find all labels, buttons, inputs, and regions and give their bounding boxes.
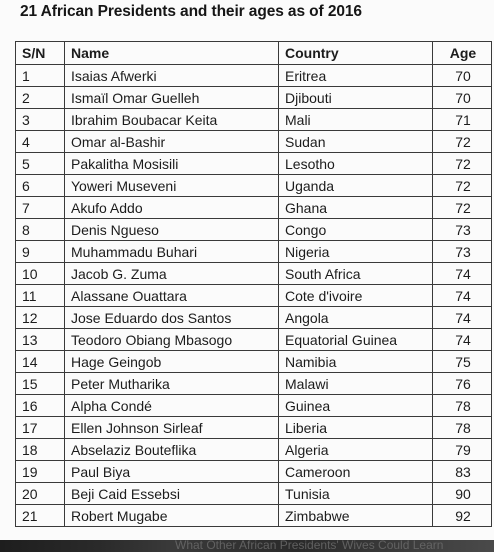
cell-sn: 21	[16, 505, 65, 527]
cell-country: Cameroon	[279, 461, 433, 483]
table-row	[16, 131, 492, 153]
cell-country: Nigeria	[279, 241, 433, 263]
cell-country: Lesotho	[279, 153, 433, 175]
cell-country: Zimbabwe	[279, 505, 433, 527]
cell-sn: 15	[16, 373, 65, 395]
table-row	[16, 417, 492, 439]
cell-country: Uganda	[279, 175, 433, 197]
header-age: Age	[433, 42, 492, 65]
cell-name: Muhammadu Buhari	[65, 241, 279, 263]
cell-name: Peter Mutharika	[65, 373, 279, 395]
cell-country: Malawi	[279, 373, 433, 395]
cell-name: Alassane Ouattara	[65, 285, 279, 307]
cell-sn: 20	[16, 483, 65, 505]
table-row	[16, 395, 492, 417]
overlay-banner	[0, 540, 494, 552]
table-row	[16, 461, 492, 483]
cell-sn: 9	[16, 241, 65, 263]
cell-name: Abselaziz Bouteflika	[65, 439, 279, 461]
cell-country: Tunisia	[279, 483, 433, 505]
cell-name: Teodoro Obiang Mbasogo	[65, 329, 279, 351]
cell-name: Jose Eduardo dos Santos	[65, 307, 279, 329]
cell-country: Guinea	[279, 395, 433, 417]
table-row	[16, 351, 492, 373]
cell-age: 71	[433, 109, 492, 131]
cell-sn: 19	[16, 461, 65, 483]
cell-sn: 6	[16, 175, 65, 197]
cell-age: 70	[433, 87, 492, 109]
cell-age: 78	[433, 395, 492, 417]
cell-age: 92	[433, 505, 492, 527]
presidents-table	[15, 41, 492, 527]
cell-name: Alpha Condé	[65, 395, 279, 417]
cell-sn: 12	[16, 307, 65, 329]
table-header-row	[16, 42, 492, 65]
cell-sn: 18	[16, 439, 65, 461]
cell-name: Ellen Johnson Sirleaf	[65, 417, 279, 439]
cell-age: 72	[433, 197, 492, 219]
cell-sn: 13	[16, 329, 65, 351]
cell-age: 79	[433, 439, 492, 461]
overlay-text: What Other African Presidents' Wives Could Learn	[175, 540, 444, 552]
cell-name: Akufo Addo	[65, 197, 279, 219]
cell-age: 74	[433, 263, 492, 285]
cell-age: 72	[433, 131, 492, 153]
cell-name: Hage Geingob	[65, 351, 279, 373]
table-row	[16, 109, 492, 131]
table-row	[16, 65, 492, 87]
cell-age: 76	[433, 373, 492, 395]
cell-sn: 5	[16, 153, 65, 175]
table-row	[16, 439, 492, 461]
table-row	[16, 329, 492, 351]
cell-sn: 7	[16, 197, 65, 219]
cell-name: Yoweri Museveni	[65, 175, 279, 197]
cell-sn: 4	[16, 131, 65, 153]
cell-age: 74	[433, 285, 492, 307]
cell-country: Djibouti	[279, 87, 433, 109]
cell-sn: 16	[16, 395, 65, 417]
cell-sn: 3	[16, 109, 65, 131]
cell-age: 78	[433, 417, 492, 439]
cell-country: Eritrea	[279, 65, 433, 87]
page-title: 21 African Presidents and their ages as of 2016	[20, 3, 362, 20]
cell-country: Sudan	[279, 131, 433, 153]
cell-country: Algeria	[279, 439, 433, 461]
cell-age: 90	[433, 483, 492, 505]
cell-sn: 1	[16, 65, 65, 87]
cell-sn: 17	[16, 417, 65, 439]
cell-name: Denis Ngueso	[65, 219, 279, 241]
cell-age: 74	[433, 329, 492, 351]
cell-age: 73	[433, 219, 492, 241]
cell-country: Liberia	[279, 417, 433, 439]
table-row	[16, 197, 492, 219]
cell-name: Pakalitha Mosisili	[65, 153, 279, 175]
header-sn: S/N	[16, 42, 65, 65]
cell-age: 70	[433, 65, 492, 87]
table-row	[16, 87, 492, 109]
cell-sn: 10	[16, 263, 65, 285]
table-row	[16, 263, 492, 285]
cell-name: Beji Caid Essebsi	[65, 483, 279, 505]
cell-age: 74	[433, 307, 492, 329]
table-body	[16, 65, 492, 527]
cell-country: South Africa	[279, 263, 433, 285]
table-row	[16, 219, 492, 241]
cell-name: Isaias Afwerki	[65, 65, 279, 87]
cell-age: 72	[433, 153, 492, 175]
cell-sn: 11	[16, 285, 65, 307]
cell-name: Omar al-Bashir	[65, 131, 279, 153]
cell-age: 73	[433, 241, 492, 263]
table-row	[16, 505, 492, 527]
cell-name: Robert Mugabe	[65, 505, 279, 527]
cell-name: Jacob G. Zuma	[65, 263, 279, 285]
cell-country: Ghana	[279, 197, 433, 219]
cell-country: Angola	[279, 307, 433, 329]
cell-name: Ismaïl Omar Guelleh	[65, 87, 279, 109]
table-row	[16, 241, 492, 263]
cell-name: Paul Biya	[65, 461, 279, 483]
cell-age: 75	[433, 351, 492, 373]
header-name: Name	[65, 42, 279, 65]
table-row	[16, 285, 492, 307]
cell-sn: 2	[16, 87, 65, 109]
table-row	[16, 175, 492, 197]
table-row	[16, 483, 492, 505]
cell-country: Congo	[279, 219, 433, 241]
cell-sn: 8	[16, 219, 65, 241]
cell-country: Mali	[279, 109, 433, 131]
cell-age: 72	[433, 175, 492, 197]
header-country: Country	[279, 42, 433, 65]
cell-country: Equatorial Guinea	[279, 329, 433, 351]
cell-age: 83	[433, 461, 492, 483]
cell-country: Namibia	[279, 351, 433, 373]
cell-sn: 14	[16, 351, 65, 373]
table-row	[16, 307, 492, 329]
table-row	[16, 373, 492, 395]
cell-name: Ibrahim Boubacar Keita	[65, 109, 279, 131]
table-row	[16, 153, 492, 175]
cell-country: Cote d'ivoire	[279, 285, 433, 307]
